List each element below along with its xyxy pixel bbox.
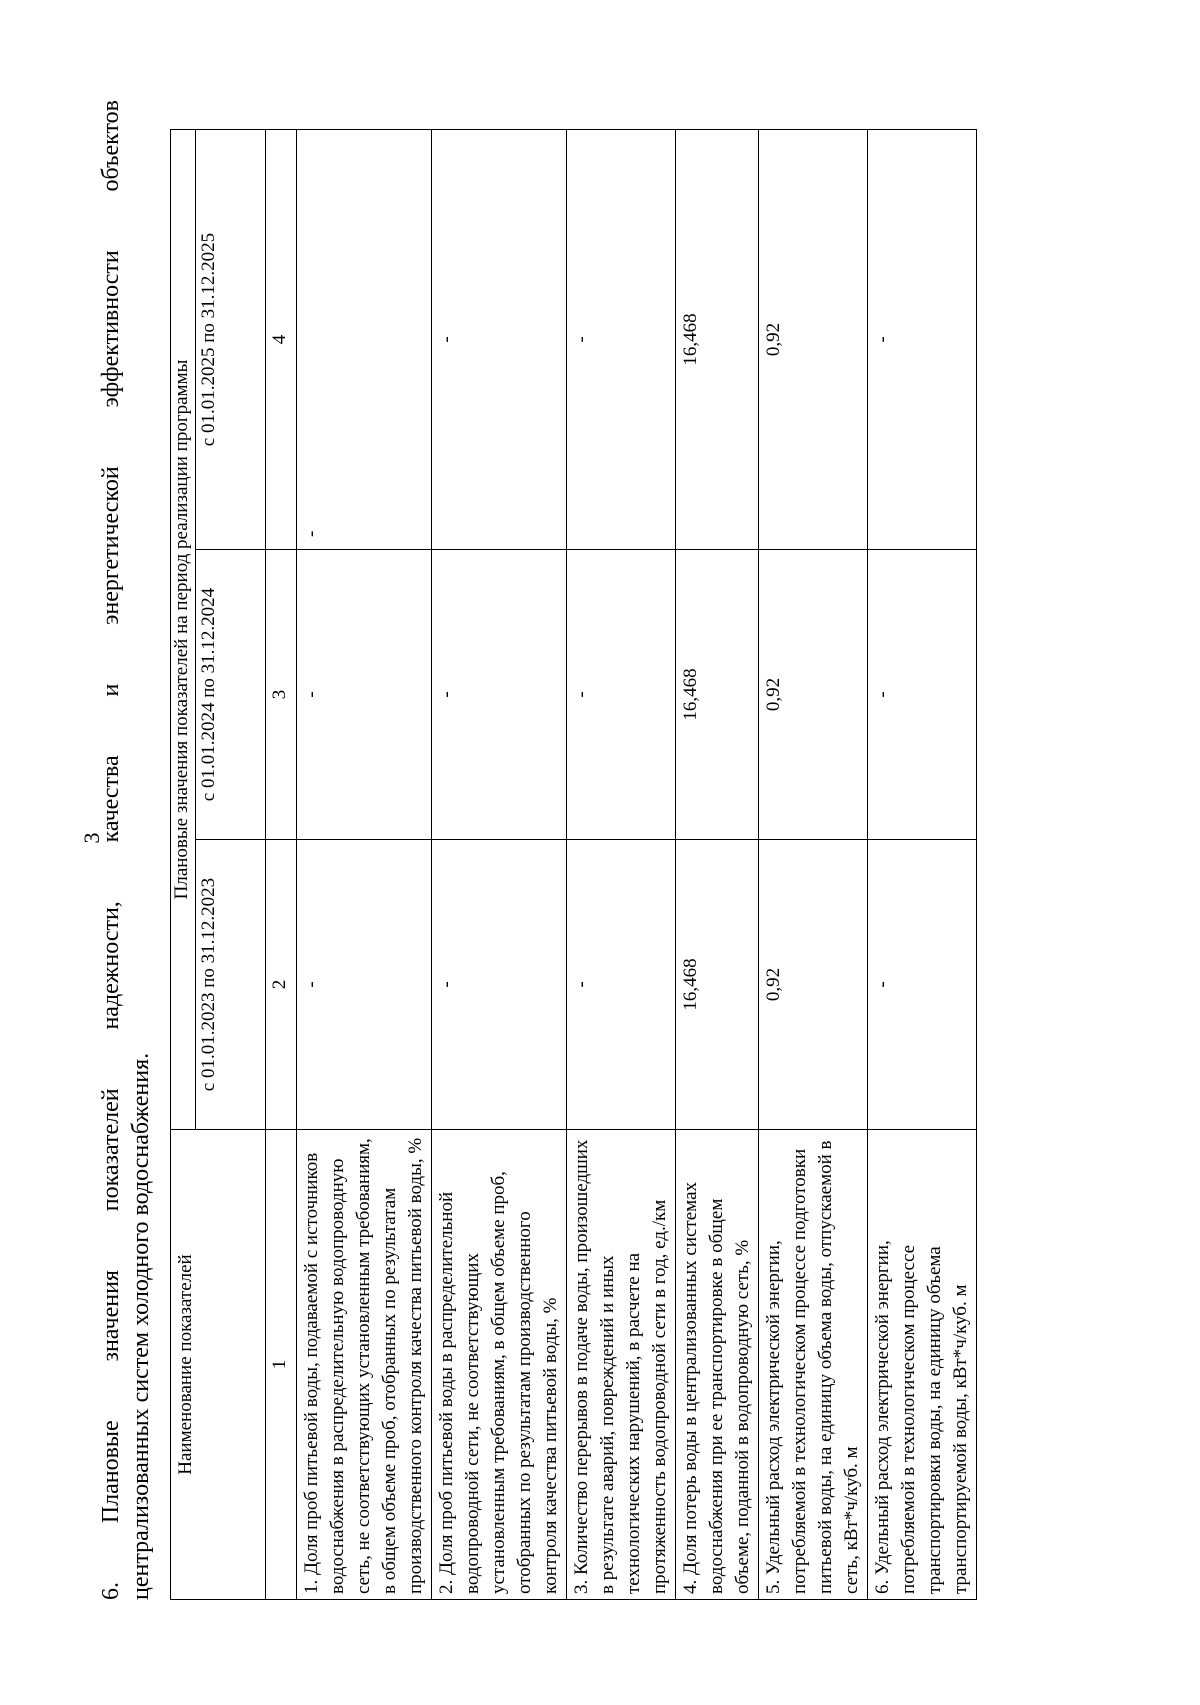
header-planned-values: Плановые значения показателей на период реализации программы — [171, 130, 196, 1130]
page-number: 3 — [79, 832, 104, 844]
header-period-2024: с 01.01.2024 по 31.12.2024 — [196, 550, 266, 840]
row-3-value-2024: - — [567, 550, 676, 840]
table-row — [868, 130, 977, 1600]
row-2-value-2024: - — [432, 550, 567, 840]
table-row — [759, 130, 868, 1600]
column-number-2: 2 — [266, 840, 297, 1130]
row-3-indicator-name: 3. Количество перерывов в подаче воды, произошедших в результате аварий, повреждений и иных технологических нарушений, в расчете на протяженность водопроводной сети в год, ед./км — [567, 1130, 676, 1600]
row-1-value-2024: - — [297, 550, 432, 840]
row-6-value-2023: - — [868, 840, 977, 1130]
row-1-value-2023: - — [297, 840, 432, 1130]
row-2-indicator-name: 2. Доля проб питьевой воды в распределительной водопроводной сети, не соответствующих установленным требованиям, в общем объеме проб, отобранных по результатам производственного контроля качества питьевой воды, % — [432, 1130, 567, 1600]
row-6-value-2025: - — [868, 130, 977, 550]
row-4-value-2025: 16,468 — [676, 130, 759, 550]
column-number-1: 1 — [266, 1130, 297, 1600]
row-4-value-2023: 16,468 — [676, 840, 759, 1130]
header-indicator-name: Наименование показателей — [171, 1130, 266, 1600]
section-heading-line1: 6. Плановые значения показателей надежности, качества и энергетической эффективности объектов — [98, 100, 124, 1600]
row-1-indicator-name: 1. Доля проб питьевой воды, подаваемой с источников водоснабжения в распределительную водопроводную сеть, не соответствующих установленным требованиям, в общем объеме проб, отобранных по результатам производственного контроля качества питьевой воды, % — [297, 1130, 432, 1600]
row-4-indicator-name: 4. Доля потерь воды в централизованных системах водоснабжения при ее транспортировке в общем объеме, поданной в водопроводную сеть, % — [676, 1130, 759, 1600]
table-row — [676, 130, 759, 1600]
row-1-value-2025: - — [297, 130, 432, 550]
row-5-value-2025: 0,92 — [759, 130, 868, 550]
row-4-value-2024: 16,468 — [676, 550, 759, 840]
row-2-value-2025: - — [432, 130, 567, 550]
indicators-table — [170, 129, 977, 1600]
row-3-value-2025: - — [567, 130, 676, 550]
table-row — [297, 130, 432, 1600]
rotated-page-content — [0, 80, 1150, 1640]
row-6-value-2024: - — [868, 550, 977, 840]
row-5-value-2024: 0,92 — [759, 550, 868, 840]
header-period-2025: с 01.01.2025 по 31.12.2025 — [196, 130, 266, 550]
table-row — [432, 130, 567, 1600]
column-number-4: 4 — [266, 130, 297, 550]
section-heading-line2: централизованных систем холодного водоснабжения. — [128, 1052, 154, 1600]
row-6-indicator-name: 6. Удельный расход электрической энергии, потребляемой в технологическом процессе транспортировки воды, на единицу объема транспортируемой воды, кВт*ч/куб. м — [868, 1130, 977, 1600]
table-row — [567, 130, 676, 1600]
header-period-2023: с 01.01.2023 по 31.12.2023 — [196, 840, 266, 1130]
row-2-value-2023: - — [432, 840, 567, 1130]
column-number-3: 3 — [266, 550, 297, 840]
row-5-value-2023: 0,92 — [759, 840, 868, 1130]
section-heading — [96, 80, 156, 1640]
row-5-indicator-name: 5. Удельный расход электрической энергии, потребляемой в технологическом процессе подготовки питьевой воды, на единицу объема воды, отпускаемой в сеть, кВт*ч/куб. м — [759, 1130, 868, 1600]
row-3-value-2023: - — [567, 840, 676, 1130]
table-header-row-1 — [171, 130, 196, 1600]
table-column-numbers-row — [266, 130, 297, 1600]
